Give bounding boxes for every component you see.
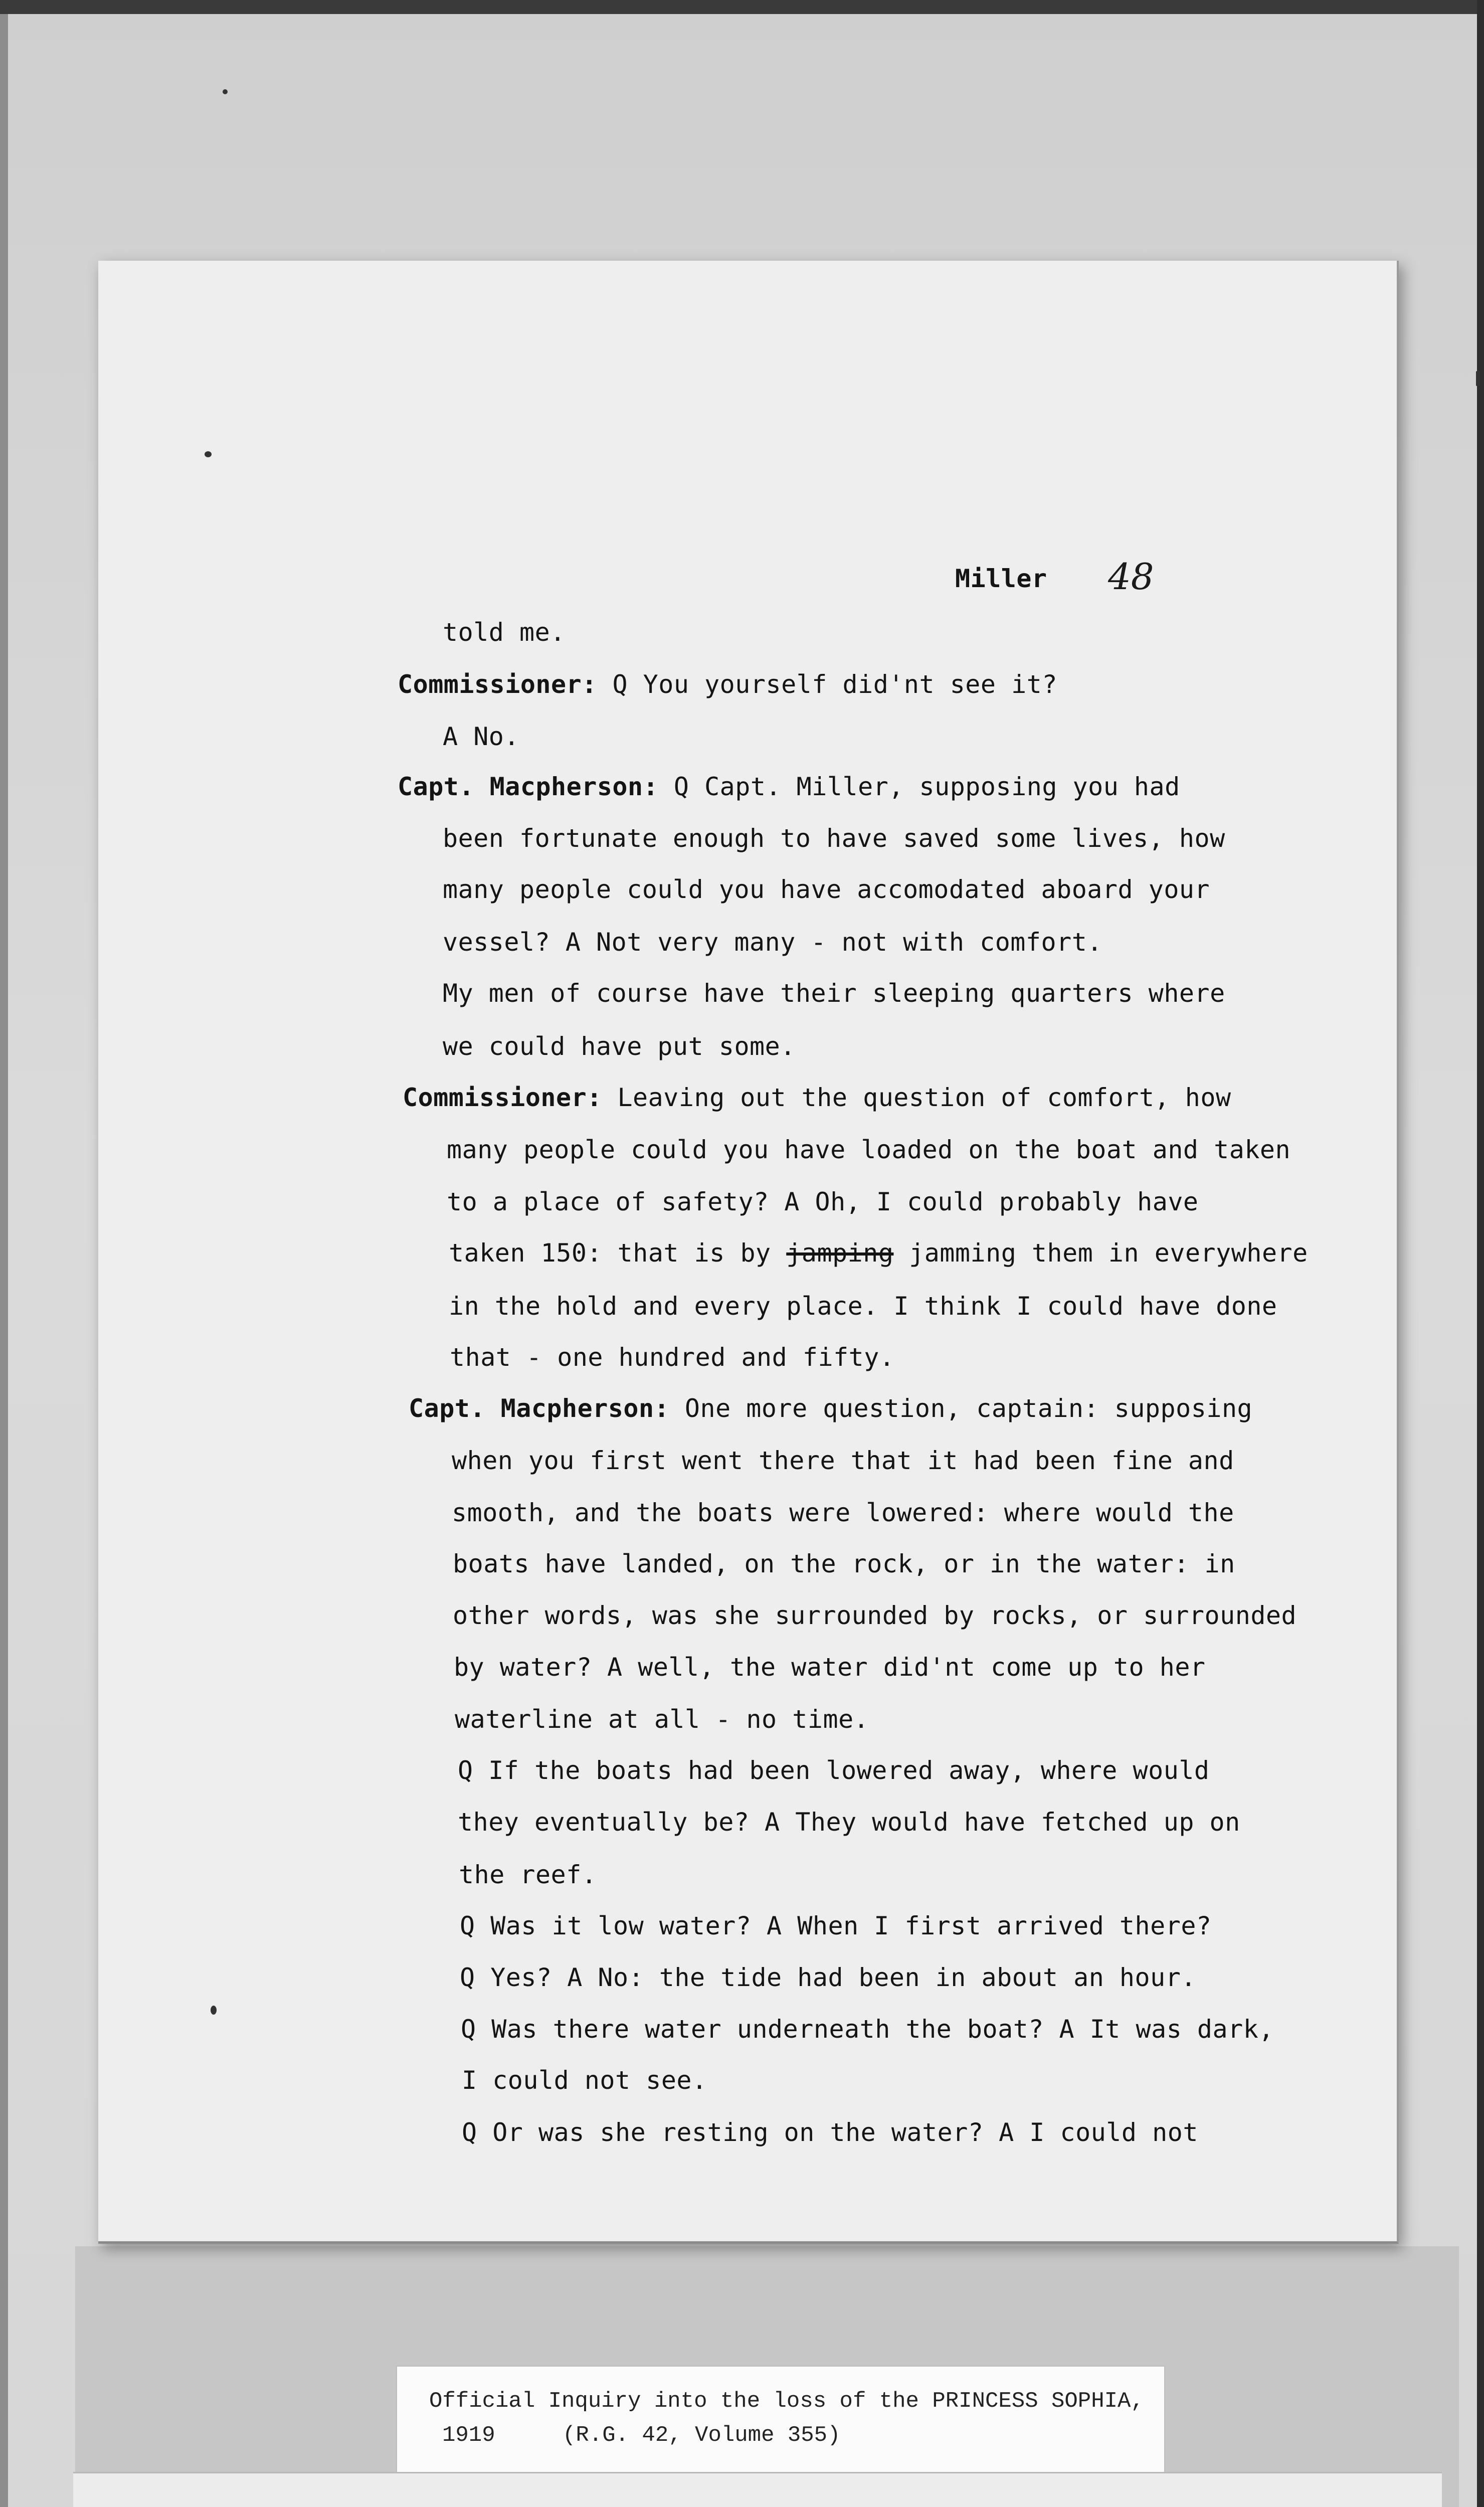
transcript-line: Capt. Macpherson: One more question, captain: supposing	[409, 1394, 1253, 1423]
transcript-line: the reef.	[459, 1860, 597, 1889]
label-title: Official Inquiry into the loss of the PRINCESS SOPHIA,	[429, 2389, 1144, 2414]
transcript-line: Capt. Macpherson: Q Capt. Miller, supposing you had	[398, 772, 1180, 801]
transcript-line: to a place of safety? A Oh, I could probably have	[447, 1187, 1199, 1216]
public-archives-stamp	[73, 2472, 1442, 2507]
transcript-line: A No.	[443, 722, 520, 751]
page-speck	[211, 2006, 217, 2015]
transcript-line: by water? A well, the water did'nt come up to her	[454, 1653, 1206, 1682]
left-frame-edge	[0, 14, 8, 2507]
transcript-line: many people could you have loaded on the boat and taken	[447, 1135, 1291, 1164]
margin-speck	[223, 89, 228, 94]
struck-word: jamping	[786, 1238, 894, 1268]
page-header: Miller	[955, 564, 1047, 593]
transcript-line: many people could you have accomodated aboard your	[443, 875, 1210, 904]
top-dark-edge	[0, 0, 1484, 14]
transcript-line: Q If the boats had been lowered away, where would	[458, 1756, 1210, 1785]
transcript-line: other words, was she surrounded by rocks, or surrounded	[453, 1601, 1297, 1630]
transcript-line: Q Was it low water? A When I first arrived there?	[460, 1911, 1212, 1940]
transcript-line: My men of course have their sleeping quarters where	[443, 979, 1225, 1008]
archive-reference-label	[396, 2366, 1165, 2474]
handwritten-page-number: 48	[1108, 556, 1154, 598]
margin-speck	[1476, 371, 1480, 386]
transcript-line: boats have landed, on the rock, or in the water: in	[453, 1549, 1235, 1578]
transcript-line: we could have put some.	[443, 1032, 796, 1061]
transcript-line: in the hold and every place. I think I could have done	[449, 1292, 1277, 1321]
transcript-line: smooth, and the boats were lowered: where would the	[452, 1498, 1234, 1527]
transcript-line: waterline at all - no time.	[455, 1705, 869, 1734]
transcript-line: told me.	[443, 618, 566, 647]
label-record-group: (R.G. 42, Volume 355)	[563, 2423, 841, 2448]
label-year: 1919	[442, 2423, 495, 2448]
transcript-line: they eventually be? A They would have fetched up on	[458, 1808, 1240, 1837]
transcript-line: Q Or was she resting on the water? A I could not	[462, 2118, 1198, 2147]
transcript-line: vessel? A Not very many - not with comfort.	[443, 928, 1102, 957]
transcript-line: Q Yes? A No: the tide had been in about an hour.	[460, 1963, 1196, 1992]
page-speck	[205, 451, 212, 457]
transcript-line: Q Was there water underneath the boat? A It was dark,	[461, 2015, 1274, 2044]
transcript-line: taken 150: that is by jamping jamming them in everywhere	[449, 1238, 1308, 1268]
transcript-line: that - one hundred and fifty.	[450, 1343, 895, 1372]
transcript-line: Commissioner: Leaving out the question of comfort, how	[403, 1083, 1231, 1112]
transcript-line: been fortunate enough to have saved some lives, how	[443, 824, 1225, 853]
transcript-line: Commissioner: Q You yourself did'nt see it?	[398, 670, 1057, 699]
transcript-line: when you first went there that it had been fine and	[452, 1446, 1234, 1475]
transcript-line: I could not see.	[462, 2066, 707, 2095]
